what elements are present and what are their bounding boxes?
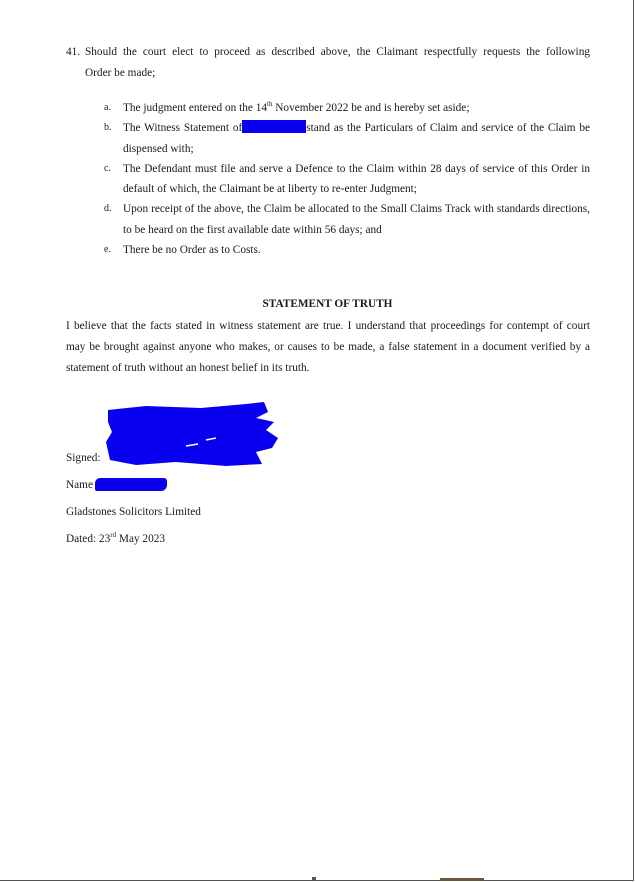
signed-label: Signed:	[66, 452, 101, 464]
firm-name: Gladstones Solicitors Limited	[66, 506, 201, 518]
paragraph-number: 41.	[66, 46, 81, 58]
list-marker: b.	[104, 122, 112, 134]
order-item-d	[104, 199, 590, 240]
order-text-part: November 2022 be and is hereby set aside;	[272, 102, 470, 114]
statement-line: may be brought against anyone who makes, or causes to be made, a false statement in a document verified by a	[66, 341, 590, 353]
date-line	[66, 533, 165, 545]
order-item-a	[104, 98, 590, 118]
name-label: Name	[66, 479, 93, 491]
name-redaction	[95, 478, 167, 491]
list-marker: a.	[104, 102, 111, 113]
list-marker: d.	[104, 203, 112, 215]
order-text-part: The Witness Statement of	[123, 122, 243, 135]
order-item-text	[123, 98, 590, 118]
order-item-text: Upon receipt of the above, the Claim be allocated to the Small Claims Track with standards directions, to be heard on the first available date within 56 days; and	[123, 203, 590, 236]
order-item-c	[104, 159, 590, 200]
order-item-text	[123, 118, 590, 159]
redaction-block	[242, 120, 306, 133]
statement-of-truth-text	[66, 316, 590, 379]
page-edge-mark	[312, 877, 316, 880]
order-item-b	[104, 118, 590, 159]
statement-of-truth-heading: STATEMENT OF TRUTH	[262, 298, 393, 310]
paragraph-41	[66, 42, 590, 84]
order-item-e	[104, 240, 590, 260]
statement-line: statement of truth without an honest belief in its truth.	[66, 362, 310, 374]
date-text: May 2023	[116, 533, 166, 545]
paragraph-41-text: Should the court elect to proceed as described above, the Claimant respectfully requests the following	[85, 46, 590, 58]
order-item-text: There be no Order as to Costs.	[123, 244, 261, 257]
paragraph-41-line2: Order be made;	[85, 67, 156, 79]
order-item-text: The Defendant must file and serve a Defence to the Claim within 28 days of service of this Order in default of which, the Claimant be at liberty to re-enter Judgment;	[123, 162, 590, 196]
statement-line: I believe that the facts stated in witness statement are true. I understand that proceedings for contempt of court	[66, 320, 590, 332]
superscript: th	[267, 100, 273, 108]
order-text-part: The judgment entered on the 14	[123, 102, 267, 114]
list-marker: e.	[104, 244, 111, 256]
list-marker: c.	[104, 162, 111, 174]
date-text: Dated: 23	[66, 533, 111, 545]
paragraph-41-line1	[66, 42, 590, 63]
signature-redaction	[106, 402, 278, 468]
page-edge-mark	[440, 878, 484, 881]
order-text-part: stand as the Particulars of Claim and service of the Claim be dispensed with;	[123, 122, 590, 155]
order-list	[104, 98, 590, 260]
superscript: rd	[110, 531, 117, 539]
